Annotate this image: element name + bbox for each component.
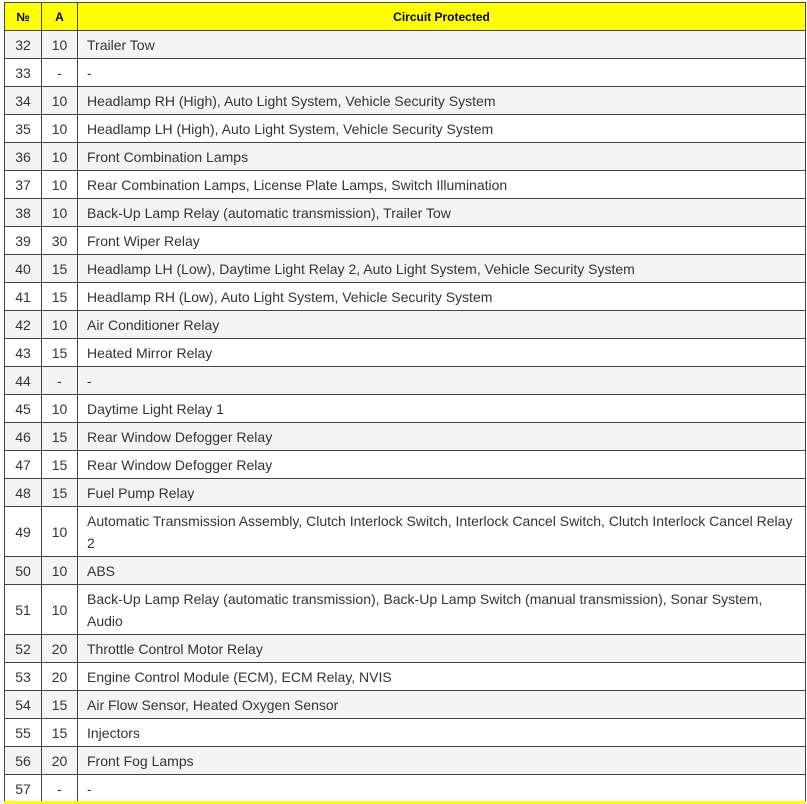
table-row <box>5 451 806 479</box>
fuse-amperage: 10 <box>42 115 78 143</box>
circuit-protected: Front Fog Lamps <box>78 747 806 775</box>
fuse-amperage: 10 <box>42 143 78 171</box>
fuse-amperage: 10 <box>42 557 78 585</box>
fuse-amperage: 30 <box>42 227 78 255</box>
circuit-protected: Rear Window Defogger Relay <box>78 423 806 451</box>
fuse-number: 33 <box>5 59 42 87</box>
circuit-protected: Rear Window Defogger Relay <box>78 451 806 479</box>
fuse-amperage: 10 <box>42 31 78 59</box>
table-row <box>5 143 806 171</box>
fuse-number: 54 <box>5 691 42 719</box>
fuse-amperage: 10 <box>42 87 78 115</box>
fuse-amperage: 15 <box>42 255 78 283</box>
fuse-number: 36 <box>5 143 42 171</box>
fuse-amperage: 15 <box>42 479 78 507</box>
fuse-number: 55 <box>5 719 42 747</box>
circuit-protected: Headlamp LH (Low), Daytime Light Relay 2, Auto Light System, Vehicle Security System <box>78 255 806 283</box>
fuse-amperage: - <box>42 775 78 803</box>
circuit-protected: Front Wiper Relay <box>78 227 806 255</box>
fuse-number: 32 <box>5 31 42 59</box>
circuit-protected: Headlamp RH (High), Auto Light System, Vehicle Security System <box>78 87 806 115</box>
fuse-number: 46 <box>5 423 42 451</box>
table-row <box>5 283 806 311</box>
table-row <box>5 31 806 59</box>
fuse-number: 45 <box>5 395 42 423</box>
fuse-number: 44 <box>5 367 42 395</box>
circuit-protected: Daytime Light Relay 1 <box>78 395 806 423</box>
fuse-number: 52 <box>5 635 42 663</box>
table-row <box>5 507 806 557</box>
fuse-amperage: 20 <box>42 663 78 691</box>
table-row <box>5 635 806 663</box>
fuse-number: 42 <box>5 311 42 339</box>
table-row <box>5 585 806 635</box>
table-row <box>5 311 806 339</box>
circuit-protected: - <box>78 367 806 395</box>
table-row <box>5 227 806 255</box>
table-row <box>5 59 806 87</box>
fuse-number: 50 <box>5 557 42 585</box>
table-row <box>5 255 806 283</box>
table-row <box>5 395 806 423</box>
fuse-number: 48 <box>5 479 42 507</box>
circuit-protected: Back-Up Lamp Relay (automatic transmission), Trailer Tow <box>78 199 806 227</box>
header-row <box>5 3 806 31</box>
circuit-protected: - <box>78 775 806 803</box>
fuse-number: 43 <box>5 339 42 367</box>
header-circuit: Circuit Protected <box>78 3 806 31</box>
table-row <box>5 479 806 507</box>
circuit-protected: Engine Control Module (ECM), ECM Relay, NVIS <box>78 663 806 691</box>
table-row <box>5 775 806 803</box>
header-number: № <box>5 3 42 31</box>
fuse-amperage: 15 <box>42 691 78 719</box>
circuit-protected: Fuel Pump Relay <box>78 479 806 507</box>
circuit-protected: Air Flow Sensor, Heated Oxygen Sensor <box>78 691 806 719</box>
fuse-amperage: 15 <box>42 423 78 451</box>
circuit-protected: Headlamp RH (Low), Auto Light System, Vehicle Security System <box>78 283 806 311</box>
fuse-amperage: - <box>42 367 78 395</box>
fuse-number: 56 <box>5 747 42 775</box>
circuit-protected: Rear Combination Lamps, License Plate Lamps, Switch Illumination <box>78 171 806 199</box>
fuse-number: 51 <box>5 585 42 635</box>
table-row <box>5 199 806 227</box>
table-row <box>5 339 806 367</box>
circuit-protected: Headlamp LH (High), Auto Light System, Vehicle Security System <box>78 115 806 143</box>
fuse-amperage: 15 <box>42 719 78 747</box>
table-row <box>5 747 806 775</box>
circuit-protected: Trailer Tow <box>78 31 806 59</box>
fuse-number: 57 <box>5 775 42 803</box>
circuit-protected: Throttle Control Motor Relay <box>78 635 806 663</box>
fuse-number: 47 <box>5 451 42 479</box>
fuse-number: 49 <box>5 507 42 557</box>
fuse-number: 38 <box>5 199 42 227</box>
table-row <box>5 719 806 747</box>
table-row <box>5 663 806 691</box>
circuit-protected: Heated Mirror Relay <box>78 339 806 367</box>
fuse-number: 40 <box>5 255 42 283</box>
table-row <box>5 423 806 451</box>
circuit-protected: ABS <box>78 557 806 585</box>
fuse-amperage: 15 <box>42 283 78 311</box>
table-row <box>5 115 806 143</box>
circuit-protected: Air Conditioner Relay <box>78 311 806 339</box>
circuit-protected: Back-Up Lamp Relay (automatic transmission), Back-Up Lamp Switch (manual transmission), Sonar System, Audio <box>78 585 806 635</box>
fuse-amperage: 10 <box>42 199 78 227</box>
fuse-amperage: 10 <box>42 311 78 339</box>
fuse-amperage: 15 <box>42 451 78 479</box>
fuse-number: 35 <box>5 115 42 143</box>
table-row <box>5 691 806 719</box>
fuse-amperage: 10 <box>42 507 78 557</box>
table-row <box>5 87 806 115</box>
fuse-number: 53 <box>5 663 42 691</box>
fuse-amperage: 15 <box>42 339 78 367</box>
circuit-protected: Automatic Transmission Assembly, Clutch Interlock Switch, Interlock Cancel Switch, Clutch Interlock Cancel Relay 2 <box>78 507 806 557</box>
fuse-table <box>4 2 806 803</box>
fuse-number: 39 <box>5 227 42 255</box>
fuse-amperage: 10 <box>42 585 78 635</box>
circuit-protected: - <box>78 59 806 87</box>
fuse-amperage: 10 <box>42 395 78 423</box>
fuse-number: 37 <box>5 171 42 199</box>
header-amp: A <box>42 3 78 31</box>
fuse-amperage: - <box>42 59 78 87</box>
fuse-amperage: 10 <box>42 171 78 199</box>
fuse-number: 41 <box>5 283 42 311</box>
circuit-protected: Injectors <box>78 719 806 747</box>
fuse-number: 34 <box>5 87 42 115</box>
circuit-protected: Front Combination Lamps <box>78 143 806 171</box>
table-row <box>5 367 806 395</box>
table-row <box>5 557 806 585</box>
fuse-amperage: 20 <box>42 747 78 775</box>
table-row <box>5 171 806 199</box>
fuse-amperage: 20 <box>42 635 78 663</box>
